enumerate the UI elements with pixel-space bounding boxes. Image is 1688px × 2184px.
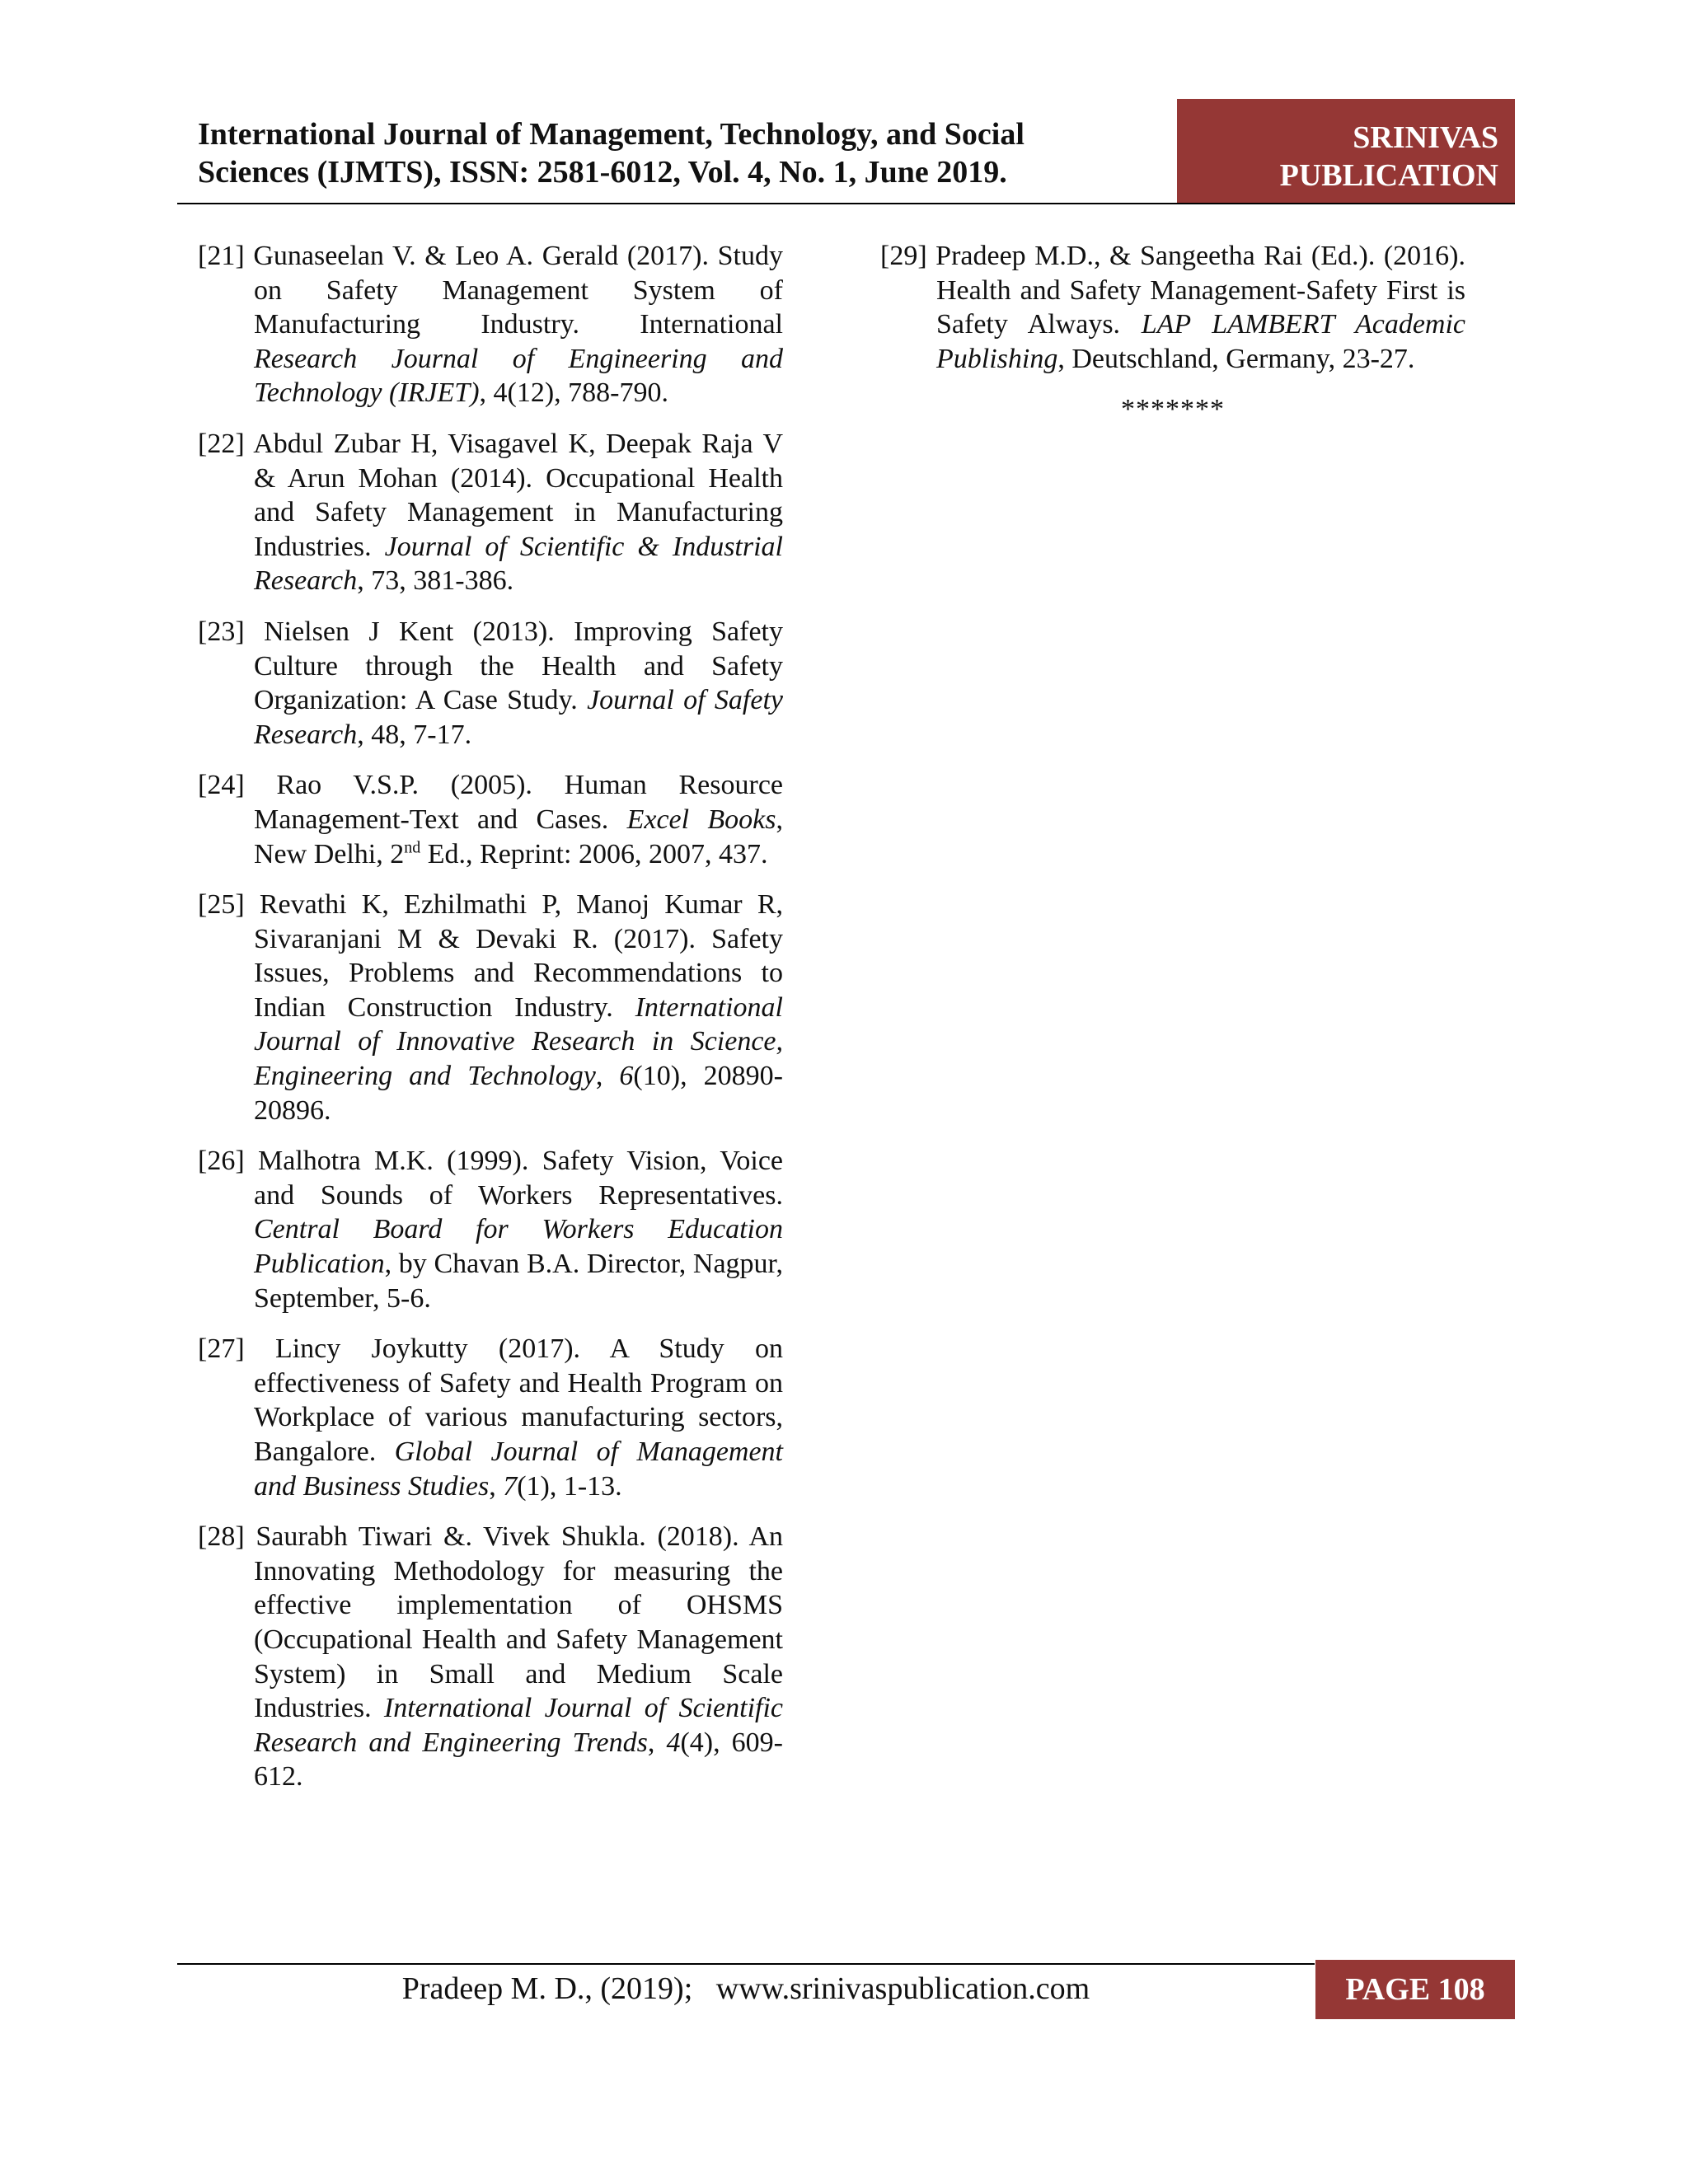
reference-details: , by Chavan B.A. Director, Nagpur, September, 5-6.	[254, 1249, 783, 1314]
reference-number: [21]	[198, 241, 245, 271]
publisher-badge	[1177, 99, 1515, 204]
reference-text: Nielsen J Kent (2013). Improving Safety Culture through the Health and Safety Organization: A Case Study.	[254, 616, 783, 716]
footer-citation: Pradeep M. D., (2019); www.srinivaspublication.com	[401, 1971, 1090, 2006]
reference-text: Malhotra M.K. (1999). Safety Vision, Voice and Sounds of Workers Representatives.	[254, 1146, 784, 1211]
reference-separator: ,	[489, 1470, 504, 1502]
journal-title-line1: International Journal of Management, Technology, and Social	[198, 117, 1025, 152]
reference-text: Rao V.S.P. (2005). Human Resource Management-Text and Cases.	[254, 770, 783, 835]
publisher-line1: SRINIVAS	[1353, 120, 1498, 155]
reference-journal: International Journal of Scientific Research and Engineering Trends	[254, 1693, 783, 1758]
reference-26	[198, 1144, 783, 1315]
references-left-column	[198, 239, 783, 1811]
reference-details: , New Delhi, 2	[254, 804, 784, 869]
reference-volume: 7	[503, 1470, 518, 1502]
reference-details: (10), 20890-20896.	[254, 1061, 783, 1126]
reference-details-cont: Ed., Reprint: 2006, 2007, 437.	[420, 838, 768, 869]
reference-text: Saurabh Tiwari &. Vivek Shukla. (2018). An Innovating Methodology for measuring the effective implementation of OHSMS (Occupational Health and Safety Management System) in Small and Medium Scale Industries.	[254, 1521, 784, 1724]
reference-separator: ,	[595, 1061, 620, 1092]
publisher-line2: PUBLICATION	[1279, 158, 1498, 193]
reference-journal: Central Board for Workers Education Publication	[254, 1214, 783, 1280]
reference-number: [26]	[198, 1146, 245, 1177]
reference-details: , 4(12), 788-790.	[479, 377, 668, 409]
ordinal-superscript: nd	[404, 838, 421, 857]
reference-details: (1), 1-13.	[517, 1470, 622, 1502]
reference-details: , 73, 381-386.	[357, 565, 514, 597]
reference-23	[198, 615, 783, 752]
reference-journal: Journal of Scientific & Industrial Research	[254, 531, 784, 597]
reference-number: [22]	[198, 428, 245, 459]
reference-24	[198, 768, 783, 871]
reference-journal: Global Journal of Management and Business Studies	[254, 1436, 783, 1502]
footer-divider	[177, 1963, 1315, 1965]
reference-22	[198, 427, 783, 598]
reference-number: [27]	[198, 1333, 245, 1365]
journal-title-line2: Sciences (IJMTS), ISSN: 2581-6012, Vol. 4, No. 1, June 2019.	[198, 155, 1007, 190]
reference-number: [29]	[880, 241, 927, 271]
reference-27	[198, 1332, 783, 1503]
reference-journal: Excel Books	[626, 804, 776, 835]
reference-journal: LAP LAMBERT Academic Publishing	[936, 309, 1465, 374]
reference-25	[198, 888, 783, 1127]
reference-text: Abdul Zubar H, Visagavel K, Deepak Raja V & Arun Mohan (2014). Occupational Health and Safety Management in Manufacturing Industries.	[253, 428, 784, 562]
reference-number: [25]	[198, 889, 245, 921]
reference-journal: Research Journal of Engineering and Technology (IRJET)	[254, 343, 783, 409]
reference-number: [24]	[198, 770, 245, 801]
end-of-article-marker: *******	[1121, 394, 1225, 425]
reference-number: [28]	[198, 1521, 245, 1553]
reference-29	[880, 239, 1465, 376]
reference-journal: Journal of Safety Research	[254, 685, 783, 750]
reference-details: , Deutschland, Germany, 23-27.	[1057, 343, 1415, 374]
reference-details: , 48, 7-17.	[357, 719, 472, 750]
reference-text: Pradeep M.D., & Sangeetha Rai (Ed.). (2016). Health and Safety Management-Safety First is Safety Always.	[935, 241, 1465, 340]
reference-details: (4), 609-612.	[254, 1727, 783, 1793]
reference-text: Lincy Joykutty (2017). A Study on effectiveness of Safety and Health Program on Workplace of various manufacturing sectors, Bangalore.	[254, 1333, 784, 1467]
reference-journal: International Journal of Innovative Research in Science, Engineering and Technology	[254, 991, 783, 1092]
reference-volume: 4	[666, 1727, 681, 1758]
reference-21	[198, 239, 783, 410]
reference-volume: 6	[619, 1061, 634, 1092]
header-divider	[177, 203, 1515, 204]
reference-text: Gunaseelan V. & Leo A. Gerald (2017). Study on Safety Management System of Manufacturing Industry. International	[253, 241, 784, 340]
reference-number: [23]	[198, 616, 245, 647]
journal-header	[198, 115, 1146, 191]
references-right-column	[880, 239, 1465, 427]
reference-text: Revathi K, Ezhilmathi P, Manoj Kumar R, Sivaranjani M & Devaki R. (2017). Safety Issues, Problems and Recommendations to Indian Construction Industry.	[254, 889, 783, 1023]
reference-separator: ,	[647, 1727, 667, 1758]
reference-28	[198, 1520, 783, 1794]
page-number-badge: PAGE 108	[1315, 1960, 1515, 2019]
